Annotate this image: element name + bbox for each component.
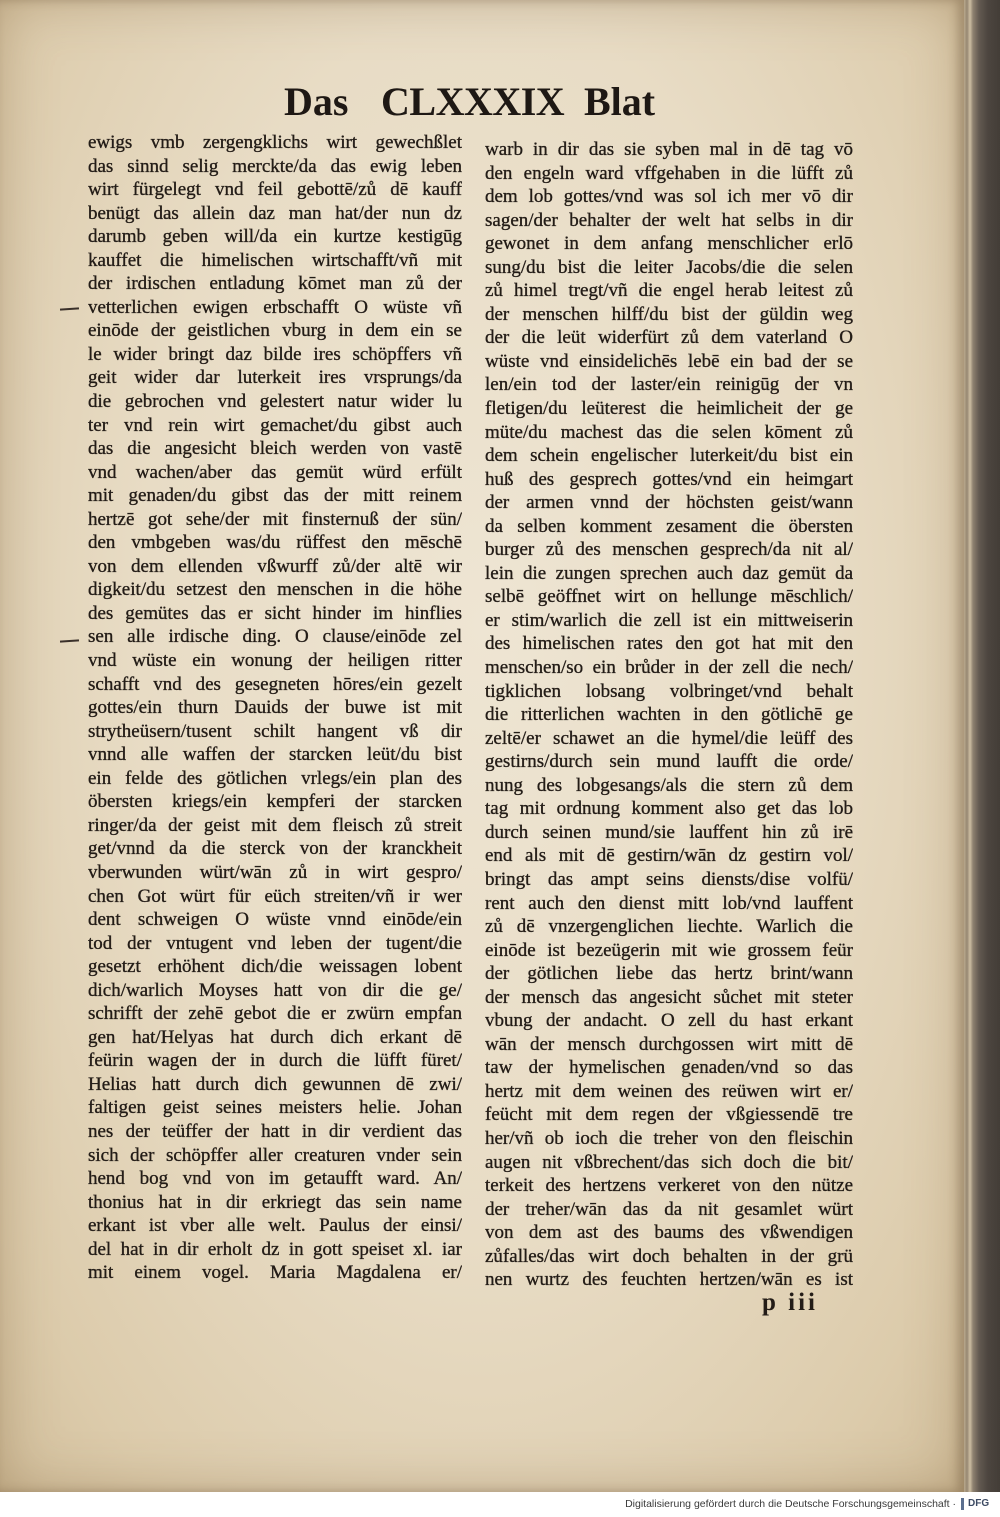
text-line: öbersten kriegs/ein kempferi der starcken <box>88 791 462 813</box>
text-line: zůfalles/das wirt doch behalten in der grü <box>485 1245 853 1267</box>
text-line: wān der mensch durchgossen wirt mitt dē <box>485 1033 853 1055</box>
text-line: ewigs vmb zergengklichs wirt gewechßlet <box>88 132 462 153</box>
text-line: tag mit ordnung komment also get das lob <box>485 798 853 820</box>
text-line: Helias hatt durch dich gewunnen dē zwi/ <box>88 1073 462 1095</box>
text-line: le wider bringt daz bilde ires schöpffers vñ <box>88 343 462 365</box>
text-line: sung/du bist die leiter Jacobs/die die selen <box>485 256 853 278</box>
text-line: her/vñ ob ioch die treher von den fleischin <box>485 1127 853 1149</box>
margin-mark <box>60 639 79 642</box>
text-line: hertz mit dem weinen des reüwen wirt er/ <box>485 1080 853 1102</box>
text-line: des gemütes das er sicht hinder im hinflies <box>88 602 462 624</box>
text-line: die ritterlichen wachten in den götlichē ge <box>485 704 853 726</box>
text-line: ein felde des götlichen vrlegs/ein plan des <box>88 767 462 789</box>
text-line: terkeit des hertzens verkeret von den nütze <box>485 1175 853 1197</box>
text-line: gen hat/Helyas hat durch dich erkant dē <box>88 1026 462 1048</box>
text-line: der götlichen liebe das hertz brint/wann <box>485 963 853 985</box>
text-line: huß des gesprech gottes/vnd ein heimgart <box>485 468 853 490</box>
running-head-das: Das <box>284 79 349 124</box>
text-line: der menschen hilff/du bist der güldin weg <box>485 303 853 325</box>
margin-mark <box>60 307 79 310</box>
text-line: feürin wagen der in durch die lüfft füret/ <box>88 1050 462 1072</box>
text-line: der irdischen entladung kōmet man zů der <box>88 273 462 295</box>
text-line: lein die zungen sprechen auch daz gemüt da <box>485 562 853 584</box>
text-line: gesetzt erhöhent dich/die weissagen lobent <box>88 956 462 978</box>
text-line: dem lob gottes/vnd was sol ich mer vō dir <box>485 186 853 208</box>
text-line: dem schein engelischer luterkeit/du bist ein <box>485 445 853 467</box>
text-line: von dem ellenden vßwurff zů/der altē wir <box>88 555 462 577</box>
text-line: das die angesicht bleich werden von vastē <box>88 438 462 460</box>
text-line: vbung der andacht. O zell du hast erkant <box>485 1010 853 1032</box>
text-line: geit wider dar luterkeit ires vrsprungs/da <box>88 367 462 389</box>
text-line: thonius hat in dir erkriegt das sein name <box>88 1191 462 1213</box>
text-line: müte/du machest das die selen kōment zů <box>485 421 853 443</box>
text-line: benügt das allein daz man hat/der nun dz <box>88 202 462 224</box>
text-line: ringer/da der geist mit dem fleisch zů streit <box>88 814 462 836</box>
text-line: mit genaden/du gibst das der mitt reinem <box>88 485 462 507</box>
text-line: den engeln ward vffgehaben in die lüfft zů <box>485 162 853 184</box>
text-line: der treher/wān das da nit gesamlet würt <box>485 1198 853 1220</box>
text-line: warb in dir das sie syben mal in dē tag vō <box>485 139 853 160</box>
text-line: fletigen/du leüterest die heimlicheit der ge <box>485 398 853 420</box>
text-line: augen nit vßbrechent/das sich doch die bit/ <box>485 1151 853 1173</box>
text-line: des himelischen rates den got hat mit den <box>485 633 853 655</box>
text-line: sen alle irdische ding. O clause/einōde zel <box>88 626 462 648</box>
right-text-column <box>485 138 853 1298</box>
text-line: zů dē vnzergenglichen liechte. Warlich die <box>485 916 853 938</box>
text-line: mit einem vogel. Maria Magdalena er/ <box>88 1262 462 1284</box>
text-line: menschen/so ein brůder in der zell die nech/ <box>485 657 853 679</box>
text-line: feücht mit dem regen der vßgiessendē tre <box>485 1104 853 1126</box>
text-line: gottes/ein thurn Dauids der buwe ist mit <box>88 697 462 719</box>
text-line: schrifft der zehē gebot die er zwürn empfan <box>88 1003 462 1025</box>
signature-mark: p iii <box>762 1289 818 1316</box>
text-line: das sinnd selig merckte/da das ewig leben <box>88 155 462 177</box>
text-line: von dem ast des baums des vßwendigen <box>485 1222 853 1244</box>
text-line: die gebrochen vnd gelestert natur wider lu <box>88 391 462 413</box>
text-line: nes der teüffer der hatt in dir verdient das <box>88 1120 462 1142</box>
text-line: einōde ist bezeügerin mit wie grossem feür <box>485 939 853 961</box>
text-line: da selben komment zesament die öbersten <box>485 515 853 537</box>
text-line: selbē geöffnet wirt on hellunge mēschlich/ <box>485 586 853 608</box>
text-line: sagen/der behalter der welt hat selbs in dir <box>485 209 853 231</box>
text-line: del hat in dir erholt dz in gott speiset xl. iar <box>88 1238 462 1260</box>
text-line: nen wurtz des feuchten hertzen/wān es ist <box>485 1269 853 1291</box>
text-line: kauffet die himelischen wirtschafft/vñ mit <box>88 249 462 271</box>
text-line: ter vnd rein wirt gemachet/du gibst auch <box>88 414 462 436</box>
text-line: den vmbgeben was/du rüffest den mēschē <box>88 532 462 554</box>
text-line: burger zů des menschen gesprech/da nit al/ <box>485 539 853 561</box>
text-line: bringt das ampt seins diensts/dise volfü/ <box>485 868 853 890</box>
text-line: der mensch das angesicht sůchet mit steter <box>485 986 853 1008</box>
text-line: vnnd alle waffen der starcken leüt/du bist <box>88 744 462 766</box>
text-line: einōde der geistlichen vburg in dem ein se <box>88 320 462 342</box>
text-line: len/ein tod der laster/ein reinigūg der vn <box>485 374 853 396</box>
text-line: schafft vnd des gesegneten hōres/ein gezelt <box>88 673 462 695</box>
text-line: end als mit dē gestirn/wān dz gestirn vol/ <box>485 845 853 867</box>
text-line: gewonet in dem anfang menschlicher erlō <box>485 233 853 255</box>
text-line: tigklichen lobsang volbringet/vnd behalt <box>485 680 853 702</box>
folio-number: CLXXXIX <box>381 79 565 124</box>
text-line: wirt fürgelegt vnd feil gebottē/zů dē kauff <box>88 179 462 201</box>
text-line: er stim/warlich die zell ist ein mittweiserin <box>485 609 853 631</box>
digitization-footer <box>0 1492 1000 1517</box>
text-line: vetterlichen ewigen erbschafft O wüste vñ <box>88 296 462 318</box>
text-line: strytheüsern/tusent schilt hangent vß dir <box>88 720 462 742</box>
text-line: wüste vnd einsidelichēs lebē ein bad der se <box>485 350 853 372</box>
text-line: dich/warlich Moyses hatt von dir die ge/ <box>88 979 462 1001</box>
text-line: vnd wachen/aber das gemüt würd erfült <box>88 461 462 483</box>
text-line: zeltē/er schawet an die hymel/die leüff des <box>485 727 853 749</box>
text-line: taw der hymelischen genaden/vnd so das <box>485 1057 853 1079</box>
text-line: darumb geben will/da ein kurtze kestigūg <box>88 226 462 248</box>
dfg-logo: DFG <box>961 1498 991 1510</box>
text-line: chen Got würt für eüch streiten/vñ ir wer <box>88 885 462 907</box>
text-line: der die leüt widerfürt zů dem vaterland O <box>485 327 853 349</box>
text-line: rent auch den dienst mitt lob/vnd lauffent <box>485 892 853 914</box>
book-spine-edge <box>964 0 1000 1492</box>
text-line: sich der schöpffer aller creaturen vnder sein <box>88 1144 462 1166</box>
text-line: zů himel tregt/vñ die engel herab leitest zů <box>485 280 853 302</box>
text-line: vberwunden würt/wān zů in wirt gespro/ <box>88 861 462 883</box>
text-line: der armen vnnd der höchsten geist/wann <box>485 492 853 514</box>
text-line: digkeit/du setzest den menschen in die höhe <box>88 579 462 601</box>
text-line: dent schweigen O wüste vnnd einōde/ein <box>88 909 462 931</box>
text-line: hertzē got sehe/der mit finsternuß der sün/ <box>88 508 462 530</box>
text-line: get/vnnd da die sterck von der kranckheit <box>88 838 462 860</box>
text-line: faltigen geist seines meisters helie. Johan <box>88 1097 462 1119</box>
text-line: tod der vntugent vnd leben der tugent/die <box>88 932 462 954</box>
text-line: gestirns/durch sein mund laufft die orde/ <box>485 751 853 773</box>
text-line: nung des lobgesangs/als die stern zů dem <box>485 774 853 796</box>
text-line: vnd wüste ein wonung der heiligen ritter <box>88 650 462 672</box>
text-line: durch seinen mund/sie lauffent hin zů irē <box>485 821 853 843</box>
text-line: erkant ist vber alle welt. Paulus der einsi/ <box>88 1215 462 1237</box>
running-head-blat: Blat <box>584 79 656 124</box>
digitization-credit: Digitalisierung gefördert durch die Deutsche Forschungsgemeinschaft · <box>625 1498 956 1510</box>
left-text-column <box>88 131 462 1291</box>
text-line: hend bog vnd von im getaufft ward. An/ <box>88 1168 462 1190</box>
